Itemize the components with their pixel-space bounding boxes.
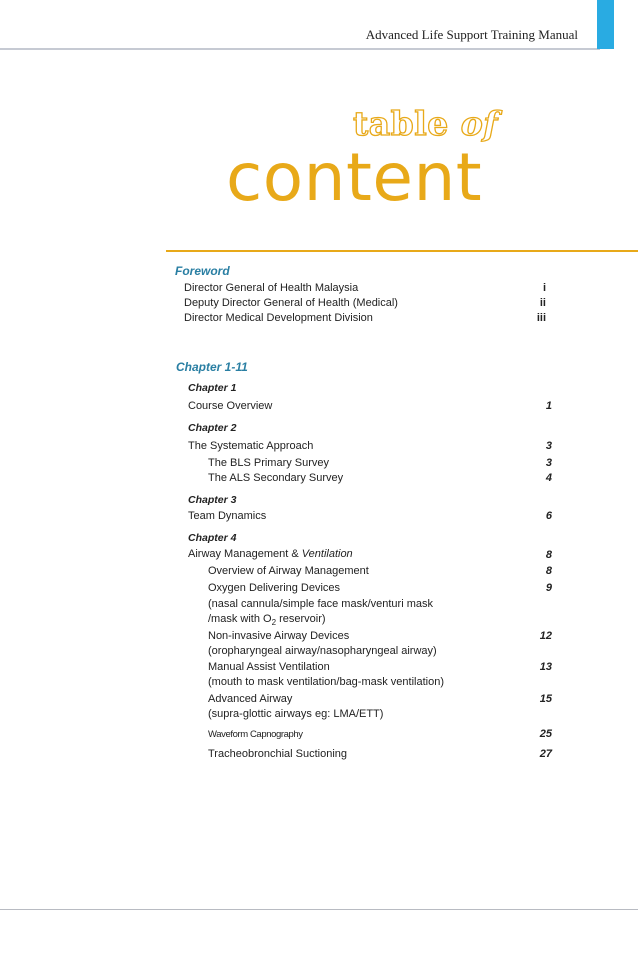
foreword-page-3: iii (536, 312, 546, 324)
chapter-4-sub-1: Overview of Airway Management (208, 565, 369, 577)
chapter-2-sub-1-page: 3 (545, 457, 552, 469)
chapter-4-sub-5-note: (supra-glottic airways eg: LMA/ETT) (208, 708, 384, 720)
chapter-4-title: Airway Management & Ventilation (188, 548, 353, 560)
chapter-4-sub-2-note-2: /mask with $O_2$ reservoir) (208, 613, 326, 627)
chapter-4-sub-7-page: 27 (539, 748, 552, 760)
chapter-4-sub-3: Non-invasive Airway Devices (208, 630, 350, 642)
chapter-4-sub-2-page: 9 (545, 582, 552, 594)
chapter-2-page: 3 (545, 440, 552, 452)
chapter-2-sub-2-page: 4 (545, 472, 552, 484)
chapter-2-label: Chapter 2 (188, 422, 237, 434)
foreword-item-1: Director General of Health Malaysia (184, 282, 359, 294)
chapter-4-sub-2: Oxygen Delivering Devices (208, 582, 341, 594)
title-table-of: table of (353, 104, 498, 143)
foreword-heading: Foreword (175, 264, 230, 278)
foreword-page-1: i (542, 282, 546, 294)
chapter-3-label: Chapter 3 (188, 494, 237, 506)
chapter-4-sub-5: Advanced Airway (208, 693, 293, 705)
chapter-2-sub-1: The BLS Primary Survey (208, 457, 330, 469)
chapter-4-sub-4: Manual Assist Ventilation (208, 661, 330, 673)
running-header: Advanced Life Support Training Manual (365, 27, 578, 42)
foreword-page-2: ii (539, 297, 546, 309)
foreword-item-2: Deputy Director General of Health (Medical) (184, 297, 398, 309)
chapter-4-sub-1-page: 8 (545, 565, 552, 577)
chapter-2-title: The Systematic Approach (188, 440, 314, 452)
chapter-2-sub-2: The ALS Secondary Survey (208, 472, 344, 484)
header-accent-tab (597, 0, 614, 49)
chapter-1-label: Chapter 1 (188, 382, 237, 394)
chapter-4-page: 8 (545, 549, 552, 561)
chapter-1-page: 1 (545, 400, 552, 412)
chapter-3-title: Team Dynamics (188, 510, 267, 522)
chapter-4-sub-6-page: 25 (539, 728, 552, 740)
chapter-4-sub-2-note-1: (nasal cannula/simple face mask/venturi mask (208, 598, 433, 610)
foreword-item-3: Director Medical Development Division (184, 312, 373, 324)
chapter-4-sub-4-note: (mouth to mask ventilation/bag-mask ventilation) (208, 676, 444, 688)
header-rule (0, 48, 600, 50)
chapter-1-title: Course Overview (188, 400, 273, 412)
chapter-4-sub-3-note: (oropharyngeal airway/nasopharyngeal airway) (208, 645, 437, 657)
title-rule (166, 250, 638, 252)
chapter-4-sub-4-page: 13 (539, 661, 552, 673)
chapter-4-sub-6: Waveform Capnography (208, 729, 303, 740)
chapters-heading: Chapter 1-11 (176, 360, 248, 374)
footer-rule (0, 909, 638, 910)
chapter-3-page: 6 (545, 510, 552, 522)
chapter-4-sub-7: Tracheobronchial Suctioning (208, 748, 348, 760)
chapter-4-label: Chapter 4 (188, 532, 237, 544)
title-content: content (226, 139, 483, 216)
chapter-4-sub-5-page: 15 (539, 693, 552, 705)
chapter-4-sub-3-page: 12 (539, 630, 552, 642)
